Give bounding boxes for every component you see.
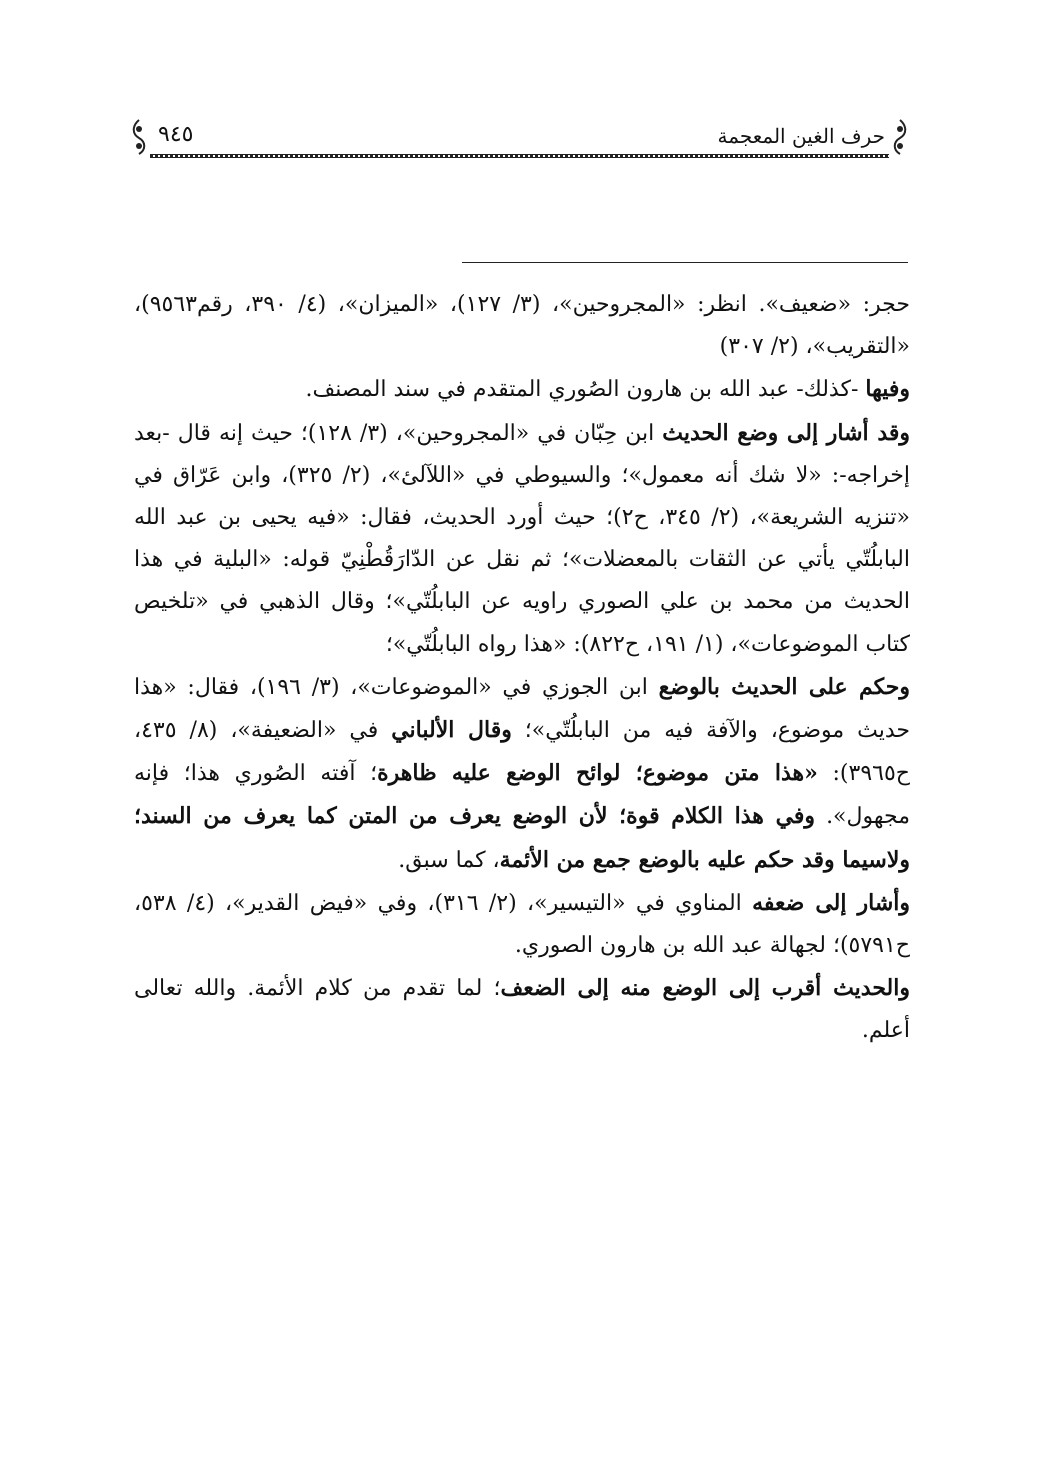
paragraph bbox=[134, 412, 910, 666]
paragraph bbox=[134, 666, 910, 882]
text-run: ، كما سبق. bbox=[398, 847, 500, 873]
text-run: ؛ لما تقدم من كلام الأئمة. والله تعالى أعلم. bbox=[134, 976, 910, 1044]
bold-phrase: وفيها bbox=[865, 376, 910, 403]
page-number: ٩٤٥ bbox=[158, 122, 194, 147]
chapter-title: حرف الغين المعجمة bbox=[717, 124, 885, 148]
footnote-separator bbox=[462, 262, 908, 263]
text-run: ابن حِبّان في «المجروحين»، (٣/ ١٢٨)؛ حيث إنه قال -بعد إخراجه-: «لا شك أنه معمول»؛ والسيوطي في «اللآلئ»، (٢/ ٣٢٥)، وابن عَرّاق في «تنزيه الشريعة»، (٢/ ٣٤٥، ح٢)؛ حيث أورد الحديث، فقال: «فيه يحيى بن عبد الله البابلُتّي يأتي عن الثقات بالمعضلات»؛ ثم نقل عن الدّارَقُطْنِيّ قوله: «البلية في هذا الحديث من محمد بن علي الصوري راويه عن البابلُتّي»؛ وقال الذهبي في «تلخيص كتاب الموضوعات»، (١/ ١٩١، ح٨٢٢): «هذا رواه البابلُتّي»؛ bbox=[134, 420, 911, 657]
header-rule bbox=[150, 154, 889, 158]
paragraph bbox=[134, 882, 910, 967]
bold-phrase: والحديث أقرب إلى الوضع منه إلى الضعف bbox=[500, 975, 910, 1002]
bold-phrase: وحكم على الحديث بالوضع bbox=[658, 673, 910, 700]
text-run: ؛ آفته الصُوري هذا؛ فإنه مجهول». bbox=[134, 761, 910, 830]
text-run: المناوي في «التيسير»، (٢/ ٣١٦)، وفي «فيض القدير»، (٤/ ٥٣٨، ح٥٧٩١)؛ لجهالة عبد الله بن هارون الصوري. bbox=[134, 890, 910, 959]
bold-phrase: «هذا متن موضوع؛ لوائح الوضع عليه ظاهرة bbox=[377, 760, 818, 787]
paragraph bbox=[134, 284, 910, 368]
bold-phrase: وقد أشار إلى وضع الحديث bbox=[662, 419, 911, 446]
paragraph bbox=[134, 368, 910, 411]
bold-phrase: وفي هذا الكلام قوة؛ لأن الوضع يعرف من المتن كما يعرف من السند؛ ولاسيما وقد حكم عليه بالوضع جمع من الأئمة bbox=[134, 803, 910, 873]
ornament-left-icon bbox=[128, 118, 150, 156]
ornament-right-icon bbox=[889, 118, 911, 156]
footnote-body bbox=[134, 284, 910, 1053]
text-run: حجر: «ضعيف». انظر: «المجروحين»، (٣/ ١٢٧)، «الميزان»، (٤/ ٣٩٠، رقم٩٥٦٣)، «التقريب»، (٢/ ٣٠٧) bbox=[134, 292, 910, 360]
text-run: في «الضعيفة»، (٨/ ٤٣٥، ح٣٩٦٥): bbox=[134, 718, 910, 787]
text-run: -كذلك- عبد الله بن هارون الصُوري المتقدم في سند المصنف. bbox=[305, 377, 866, 403]
running-header bbox=[128, 118, 911, 166]
text-run: ابن الجوزي في «الموضوعات»، (٣/ ١٩٦)، فقال: «هذا حديث موضوع، والآفة فيه من البابلُتّي»؛ bbox=[134, 674, 911, 744]
bold-phrase: وقال الألباني bbox=[391, 717, 512, 744]
paragraph bbox=[134, 967, 910, 1052]
bold-phrase: وأشار إلى ضعفه bbox=[752, 889, 910, 916]
